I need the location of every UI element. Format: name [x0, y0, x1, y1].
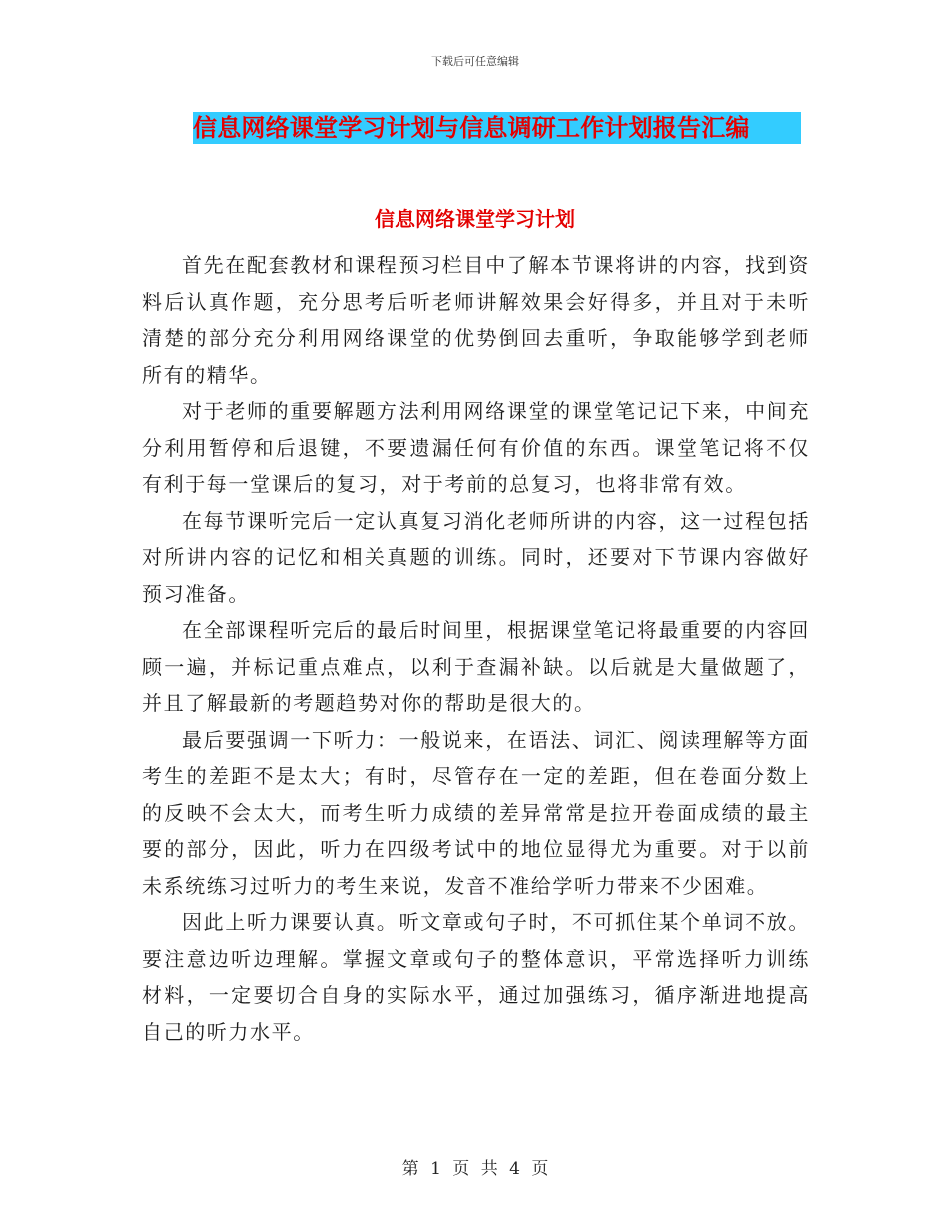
paragraph-4: 在全部课程听完后的最后时间里，根据课堂笔记将最重要的内容回顾一遍，并标记重点难点，以利于查漏补缺。以后就是大量做题了，并且了解最新的考题趋势对你的帮助是很大的。 — [142, 618, 810, 715]
paragraph-1: 首先在配套教材和课程预习栏目中了解本节课将讲的内容，找到资料后认真作题，充分思考后听老师讲解效果会好得多，并且对于未听清楚的部分充分利用网络课堂的优势倒回去重听，争取能够学到老师所有的精华。 — [142, 253, 810, 387]
paragraph-6: 因此上听力课要认真。听文章或句子时，不可抓住某个单词不放。要注意边听边理解。掌握文章或句子的整体意识，平常选择听力训练材料，一定要切合自身的实际水平，通过加强练习，循序渐进地提高自己的听力水平。 — [142, 910, 810, 1044]
section-title: 信息网络课堂学习计划 — [375, 207, 575, 231]
paragraph-5: 最后要强调一下听力：一般说来，在语法、词汇、阅读理解等方面考生的差距不是太大；有时，尽管存在一定的差距，但在卷面分数上的反映不会太大，而考生听力成绩的差异常常是拉开卷面成绩的最主要的部分，因此，听力在四级考试中的地位显得尤为重要。对于以前未系统练习过听力的考生来说，发音不准给学听力带来不少困难。 — [142, 727, 810, 898]
document-body — [142, 247, 810, 1050]
main-title: 信息网络课堂学习计划与信息调研工作计划报告汇编 — [193, 114, 750, 142]
main-title-highlight — [193, 112, 801, 144]
paragraph-2: 对于老师的重要解题方法利用网络课堂的课堂笔记记下来，中间充分利用暂停和后退键，不要遗漏任何有价值的东西。课堂笔记将不仅有利于每一堂课后的复习，对于考前的总复习，也将非常有效。 — [142, 399, 810, 496]
page-indicator: 第 1 页 共 4 页 — [401, 1159, 549, 1179]
paragraph-3: 在每节课听完后一定认真复习消化老师所讲的内容，这一过程包括对所讲内容的记忆和相关真题的训练。同时，还要对下节课内容做好预习准备。 — [142, 508, 810, 606]
header-note: 下载后可任意编辑 — [431, 55, 519, 68]
